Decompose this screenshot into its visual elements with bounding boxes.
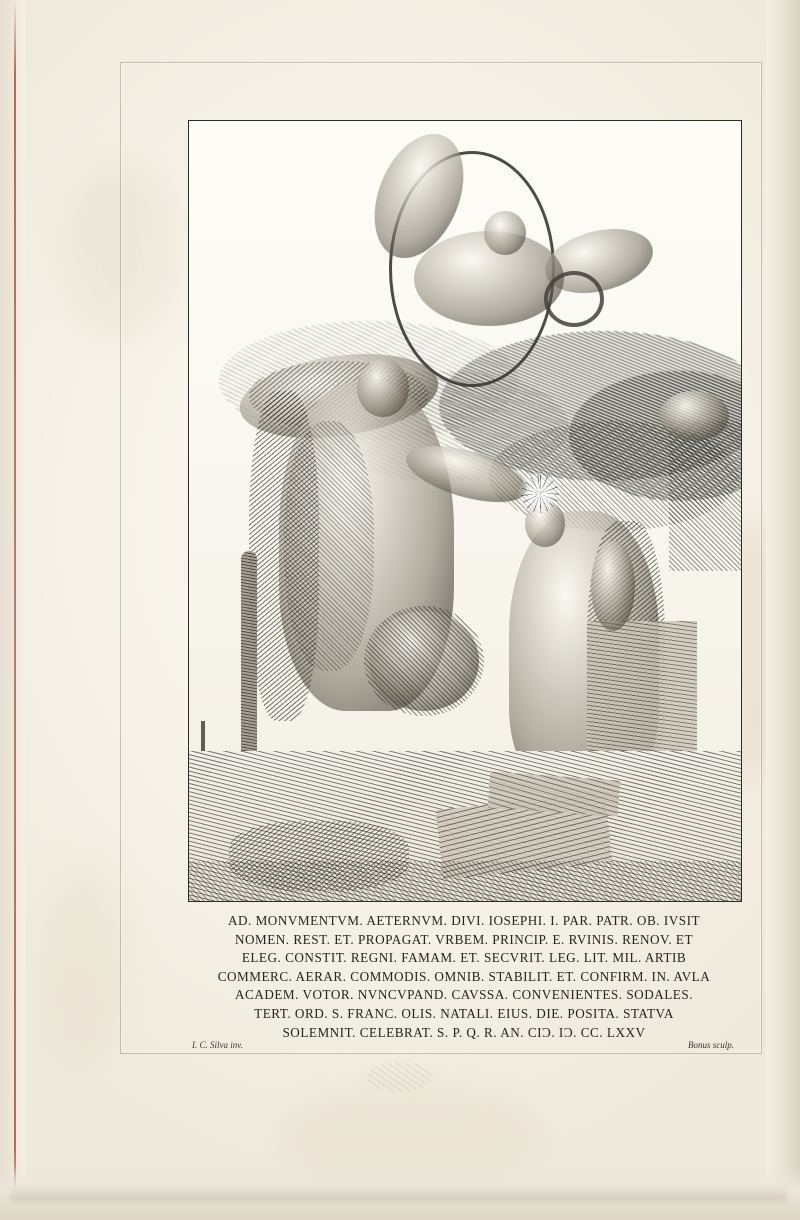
paper-stain <box>40 860 130 1060</box>
hercules-head <box>357 359 409 417</box>
laurel-wreath <box>544 271 604 327</box>
caption-block <box>188 912 740 1042</box>
engraver-credit: Bonus sculp. <box>688 1040 734 1050</box>
red-margin-rule <box>14 0 16 1220</box>
caption-line: AD. MONVMENTVM. AETERNVM. DIVI. IOSEPHI. I. PAR. PATR. OB. IVSIT <box>227 913 701 928</box>
engraving-plate <box>188 120 742 902</box>
lion-skin-drapery <box>249 391 319 721</box>
palm-tree <box>659 391 729 441</box>
caption-line: ELEG. CONSTIT. REGNI. FAMAM. ET. SECVRIT. LEG. LIT. MIL. ARTIB <box>241 950 687 966</box>
ruined-arch <box>669 421 741 571</box>
caption-line: NOMEN. REST. ET. PROPAGAT. VRBEM. PRINCIP. E. RVINIS. RENOV. ET <box>234 931 694 947</box>
engraving-scene <box>189 121 741 901</box>
foreground-shadow <box>189 861 741 901</box>
right-paper-edge <box>766 0 800 1220</box>
star-halo-rays <box>521 475 559 513</box>
statuette-on-pedestal <box>591 541 635 631</box>
caption-line: COMMERC. AERAR. COMMODIS. OMNIB. STABILIT. ET. CONFIRM. IN. AVLA <box>217 968 711 984</box>
paper-stain <box>60 160 180 340</box>
caption-line: ACADEM. VOTOR. NVNCVPAND. CAVSSA. CONVENIENTES. SODALES. <box>235 987 693 1003</box>
binding-edge <box>0 0 26 1220</box>
lion-mane-shading <box>364 606 484 716</box>
paper-watermark <box>367 1062 433 1092</box>
artist-credit: I. C. Silva inv. <box>192 1040 243 1050</box>
caption-line: SOLEMNIT. CELEBRAT. S. P. Q. R. AN. CIƆ. IƆ. CC. LXXV <box>282 1024 646 1040</box>
fame-head <box>484 211 526 255</box>
deckle-edge <box>10 1186 786 1202</box>
caption-line: TERT. ORD. S. FRANC. OLIS. NATALI. EIUS. DIE. POSITA. STATVA <box>254 1005 674 1021</box>
